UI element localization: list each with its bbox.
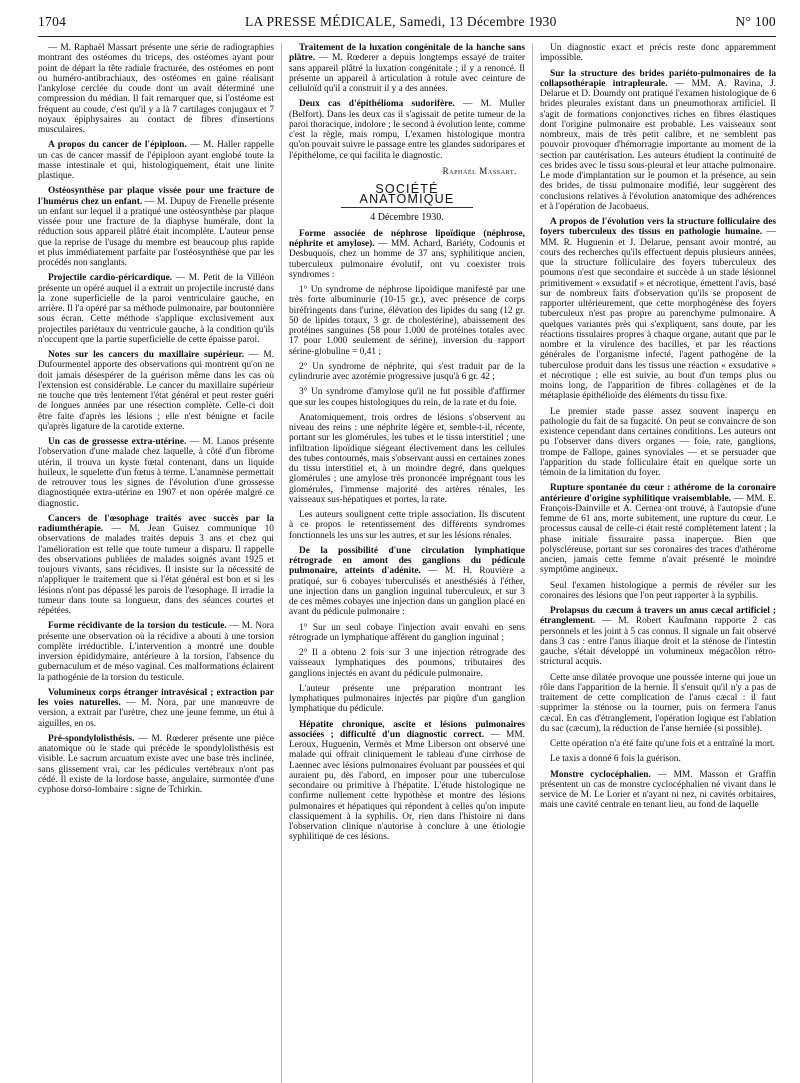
- paragraph-heading: Hépatite chronique, ascite et lésions pulmonaires associées ; difficulté d'un diagnostic correct.: [289, 719, 525, 740]
- paragraph: [38, 688, 274, 729]
- column-1: [38, 43, 274, 1083]
- paragraph-text: Anatomiquement, trois ordres de lésions s'observent au niveau des reins : une néphrite légère et, semble-t-il, récente, portant sur les glomérules, les tubes et le tissu interstitiel ; une infiltration lipoïdique siégeant électivement dans les cellules des tubes contournés, mais s'observant aussi en certaines zones du tissu interstitiel et, à un moindre degré, dans quelques glomérules ; une amylose très prononcée imprégnant tous les glomérules, l'immense majorité des artères rénales, les vaisseaux sus-hépatiques et portes, la rate.: [289, 412, 525, 505]
- paragraph: [38, 734, 274, 796]
- paragraph: [289, 43, 525, 94]
- paragraph-heading: Projectile cardio-péricardique.: [48, 273, 173, 284]
- paragraph-text: — M. Petit de la Villéon présente un opéré auquel il a extrait un projectile incrusté dans la zone superficielle de la paroi ventriculaire gauche, en arrière. Il l'a opéré par sa méthode pulmonaire, par boutonnière sous écran. Cette méthode s'applique exclusivement aux projectiles pariétaux du ventricule gauche, à la condition qu'ils n'occupent que la partie superficielle de cette épaisse paroi.: [38, 273, 274, 345]
- paragraph-heading: Prolapsus du cæcum à travers un anus cæcal artificiel ; étranglement.: [540, 606, 776, 627]
- paragraph-text: Cette opération n'a été faite qu'une fois et a entraîné la mort.: [550, 739, 775, 749]
- paragraph: [540, 483, 776, 575]
- paragraph-heading: Ostéosynthèse par plaque vissée pour une fracture de l'humérus chez un enfant.: [38, 186, 274, 207]
- issue-number: N° 100: [735, 14, 776, 29]
- paragraph-text: Seul l'examen histologique a permis de révéler sur les coronaires des lésions que l'on peut rapporter à la syphilis.: [540, 580, 776, 601]
- paragraph-text: — M. Rœderer présente une pièce anatomique où le stade qui précède le spondylolisthésis est visible. Le sacrum arcuatum existe avec une base très inclinée, sans glissement vrai, car les pédicules vertébraux n'ont pas cédé. Il existe de la lordose basse, angulaire, surmontée d'une cyphose dorso-lombaire : signe de Tchirkin.: [38, 733, 274, 795]
- section-heading: [289, 184, 525, 223]
- paragraph-text: — M. Dufourmentel apporte des observations qui montrent qu'on ne doit jamais désespérer de la guérison même dans les cas où l'extension est considérable. Le cancer du maxillaire supérieur ne touche que très lentement l'état général et peut rester guéri de longues années par une résection complète. Celle-ci doit être faite d'après les lésions ; elle n'est bénigne et facile qu'après ligature de la carotide externe.: [38, 350, 274, 432]
- section-date: 4 Décembre 1930.: [370, 211, 444, 223]
- paragraph-text: — M. Muller (Belfort). Dans les deux cas il s'agissait de petite tumeur de la paroi thoracique, indolore ; le second à évolution lente, comme c'est la règle, mais rompu, L'examen histologique montra qu'on pouvait suivre le passage entre les glandes sudoripares et l'épithélome, ce qui facilita le diagnostic.: [289, 99, 525, 161]
- paragraph: [540, 581, 776, 602]
- paragraph-text: Le taxis a donné 6 fois la guérison.: [550, 754, 681, 765]
- paragraph: [540, 754, 776, 764]
- paragraph: [289, 510, 525, 541]
- paragraph-text: — M. Dupuy de Frenelle présente un enfant sur lequel il a pratiqué une ostéosynthèse par plaque vissée pour une fracture de la diaphyse humérale, dont la réduction sous appareil plâtré était incomplète. L'auteur pense que la reprise de l'usage du membre est beaucoup plus rapide et plus immédiatement parfaite par l'ostéosynthèse que par les procédés non sanglants.: [38, 196, 274, 268]
- paragraph-text: — MM. Leroux, Huguenin, Vermès et Mme Liberson ont observé une malade qui offrait cliniquement le tableau d'une cirrhose de Laennec avec lésions pulmonaires évoluant par poussées et qui auraient pu, dès l'abord, en imposer pour une tuberculose secondaire ou primitive à l'hépatite. L'étude histologique ne confirme nullement cette hypothèse et montre des lésions pulmonaires et hépatiques qui répondent à celles qu'on impute classiquement à la syphilis. Or, rien dans l'histoire ni dans l'observation clinique n'autorise à conclure à une étiologie syphilitique de ces lésions.: [289, 729, 525, 843]
- paragraph-text: — MM. A. Ravina, J. Delarue et D. Doumdy ont pratiqué l'examen histologique de 6 brides pleurales existant dans un pneumothorax artificiel. Il s'agit de formations conjonctives riches en fibres élastiques dont l'origine pulmonaire est probable. Les vaisseaux sont nombreux, mais de très petit calibre, et ne semblent pas pouvoir provoquer d'hémorragie importante au moment de la section par cautérisation. Les auteurs étudient la continuité de ces brides avec le tissu sous-pleural et leur attache pulmonaire. Le mode d'implantation sur le poumon et la présence, au sein des brides, de tissu pulmonaire modifié, leur suggèrent des conclusions relatives à l'évolution anatomique des adhérences et à l'opération de Jacobaeus.: [540, 78, 776, 212]
- paragraph-text: 1° Sur un seul cobaye l'injection avait envahi en sens rétrograde un lymphatique afférent du ganglion inguinal ;: [289, 622, 525, 643]
- paragraph-heading: Volumineux corps étranger intravésical ; extraction par les voies naturelles.: [38, 687, 274, 708]
- paragraph: [540, 770, 776, 811]
- paragraph: [540, 69, 776, 213]
- paragraph-text: — M. H. Rouvière a pratiqué, sur 6 cobayes tuberculisés et anesthésiés à l'éther, une injection dans un ganglion inguinal tuberculeux, et sur 3 de ces mêmes cobayes une injection dans un ganglion placé en avant du pédicule pulmonaire :: [289, 566, 525, 618]
- paragraph-heading: A propos du cancer de l'épiploon.: [48, 140, 187, 151]
- paragraph-text: Les auteurs soulignent cette triple association. Ils discutent à ce propos le retentissement des différents syndromes fonctionnels les uns sur les autres, et sur les lésions rénales.: [289, 510, 525, 541]
- paragraph-heading: Sur la structure des brides pariéto-pulmonaires de la collapsothérapie intrapleurale.: [540, 68, 776, 89]
- paragraph-heading: A propos de l'évolution vers la structure folliculaire des foyers tuberculeux des tissus en pathologie humaine.: [540, 217, 776, 238]
- paragraph-text: — MM. Masson et Graffin présentent un cas de monstre cyclocéphalien né vivant dans le service de M. Le Lorier et n'ayant ni nez, ni cavités orbitaires, mais une cavité centrale en tenant lieu, au fond de laquelle: [540, 769, 776, 811]
- paragraph: [38, 350, 274, 432]
- paragraph: [38, 43, 274, 135]
- paragraph-text: Le premier stade passe assez souvent inaperçu en pathologie du fait de sa fugacité. On peut se convaincre de son existence cependant dans certaines conditions. Les auteurs ont pu l'observer dans divers organes — foie, rate, ganglions, trompe de Fallope, gaines synoviales — et se persuader que l'apparition du stade folliculaire était en quelque sorte un témoin de la limitation du foyer.: [540, 406, 776, 478]
- paragraph-heading: Un cas de grossesse extra-utérine.: [48, 437, 187, 447]
- paragraph: [38, 186, 274, 268]
- paragraph-text: 3° Un syndrome d'amylose qu'il ne fut possible d'affirmer que sur les coupes histologiques du rein, de la rate et du foie.: [289, 387, 525, 408]
- paragraph: [289, 546, 525, 618]
- paragraph-text: — M. Nora, par une manœuvre de version, a extrait par l'urètre, chez une jeune femme, un étui à aiguilles, en os.: [38, 698, 274, 729]
- signature: Raphaël Massart.: [442, 165, 517, 176]
- journal-title: LA PRESSE MÉDICALE, Samedi, 13 Décembre 1930: [244, 14, 557, 29]
- paragraph-heading: Deux cas d'épithélioma sudorifère.: [299, 99, 455, 110]
- paragraph: [289, 413, 525, 505]
- page-number: 1704: [38, 14, 67, 29]
- paragraph-text: — MM. Achard, Bariéty, Codounis et Desbuquois, chez un homme de 37 ans, syphilitique ancien, tuberculeux pulmonaire évolutif, ont vu coexister trois syndromes :: [289, 239, 525, 280]
- paragraph-heading: Traitement de la luxation congénitale de la hanche sans plâtre.: [289, 43, 525, 64]
- paragraph: [540, 606, 776, 668]
- paragraph-text: — M. Nora présente une observation où la récidive a abouti à une torsion complète irréductible. L'intervention a montré une double inversion épididymaire, antérieure à la torsion, l'absence du gubernaculum et de méso vaginal. Ces malformations éclairent la pathogénie de la torsion du testicule.: [38, 621, 274, 683]
- paragraph-text: 1° Un syndrome de néphrose lipoïdique manifesté par une très forte albuminurie (10-15 gr.), avec présence de corps biréfringents dans l'urine, élévation des lipides du sang (12 gr. 50 de lipides totaux, 3 gr. de cholestérine), abaissement des protéines sanguines (58 pour 1.000 de protéines totales avec 17 pour 1.000 seulement de sérine), inversion du rapport sérine-globuline = 0,41 ;: [289, 285, 525, 357]
- paragraph-text: — MM. E. François-Dainville et A. Cernea ont trouvé, à l'autopsie d'une femme de 61 ans, morte subitement, une rupture du cœur. Le processus causal de celle-ci était resté complètement latent ; la phase initiale fissuraire passa inaperçue. Bien que polyscléreuse, portant sur ses coronaires des traces d'athérome ancien, jamais cette femme n'avait présenté le moindre symptôme angineux.: [540, 493, 776, 576]
- paragraph: [289, 229, 525, 280]
- section-title: SOCIÉTÉ ANATOMIQUE: [341, 184, 473, 208]
- paragraph-heading: Forme récidivante de la torsion du testicule.: [48, 621, 227, 632]
- paragraph: [38, 514, 274, 617]
- paragraph-heading: Cancers de l'œsophage traités avec succès par la radiumthérapie.: [38, 513, 274, 534]
- paragraph-text: 2° Il a obtenu 2 fois sur 3 une injection rétrograde des vaisseaux lymphatiques des poumons, tributaires des ganglions injectés en avant du pédicule pulmonaire.: [289, 648, 525, 679]
- page-header: [38, 14, 776, 37]
- paragraph: [289, 99, 525, 161]
- paragraph: [540, 43, 776, 64]
- paragraph-text: Cette anse dilatée provoque une poussée interne qui joue un rôle dans l'apparition de la hernie. Il s'ensuit qu'il n'y a pas de traitement de cette complication de l'anus cæcal : il faut supprimer la sténose ou la tourner, puis on fermera l'anus cæcal. En cas d'étranglement, l'opération logique est l'ablation du sac (cæcum), la réduction de l'anse herniée (si possible).: [540, 672, 776, 734]
- paragraph: [289, 362, 525, 383]
- column-2-top: [289, 43, 525, 161]
- paragraph-text: L'auteur présente une préparation montrant les lymphatiques pulmonaires injectés par piqûre d'un ganglion lymphatique du pédicule.: [289, 683, 525, 715]
- paragraph: [540, 739, 776, 749]
- column-3: [532, 43, 776, 1083]
- paragraph: [289, 684, 525, 715]
- paragraph: [289, 387, 525, 408]
- paragraph: [38, 273, 274, 345]
- paragraph-heading: Notes sur les cancers du maxillaire supérieur.: [48, 350, 245, 360]
- paragraph-text: — M. Jean Guisez communique 10 observations de malades traités depuis 3 ans et chez qui l'amélioration est telle que toute tumeur a disparu. Il rappelle des observations publiées de malades soignés avant 1925 et toujours vivants, sans récidives. Il insiste sur la nécessité de n'appliquer le traitement que si l'état général est bon et si les lésions n'ont pas dépassé les parois de l'œsophage. Il irradie la tumeur dans toute sa longueur, dans des séances courtes et répétées.: [38, 524, 274, 616]
- paragraph-heading: Rupture spontanée du cœur : athérome de la coronaire antérieure d'origine syphilitique vraisemblable.: [540, 483, 776, 504]
- paragraph-heading: Monstre cyclocéphalien.: [550, 769, 651, 780]
- paragraph-text: — M. Haller rappelle un cas de cancer massif de l'épiploon ayant englobé toute la masse intestinale et qui, histologiquement, était une linite plastique.: [38, 140, 274, 181]
- paragraph-text: — M. Rœderer a depuis longtemps essayé de traiter sans appareil plâtré la luxation congénitale ; il y a renoncé. Il présente un appareil à articulation à rotule avec ceinture de celluloïd qu'il a construit il y a des années.: [289, 53, 525, 94]
- paragraph-text: — M. Raphaël Massart présente une série de radiographies montrant des ostéomes du triceps, des ostéomes ayant pour point de départ la tête radiale fracturée, des ostéomes en pont ou huméro-antibrachiaux, des ostéomes en gaine réalisant l'ankylose cerclée du coude dont un avait déterminé une compression du médian. Il fait remarquer que, si l'ostéome est fréquent au coude, c'est qu'il y a là 7 cartilages conjugaux et 7 noyaux épiphysaires au contact de fibres d'insertions musculaires.: [38, 43, 274, 135]
- paragraph-text: — M. Lanos présente l'observation d'une malade chez laquelle, à côté d'un fibrome utérin, il trouva un kyste fœtal contenant, dans un liquide huileux, le squelette d'un fœtus à terme. L'anamnèse permettait de retrouver tous les signes de l'évolution d'une grossesse diagnostiquée extra-utérine en 1907 et non opérée malgré ce diagnostic.: [38, 437, 274, 509]
- paragraph: [38, 621, 274, 683]
- column-2-bottom: [289, 229, 525, 843]
- paragraph: [540, 217, 776, 402]
- paragraph-text: Un diagnostic exact et précis reste donc apparemment impossible.: [540, 43, 776, 64]
- paragraph: [289, 285, 525, 357]
- column-2: [281, 43, 525, 1083]
- paragraph: [289, 648, 525, 679]
- paragraph: [38, 437, 274, 509]
- columns: [38, 43, 776, 1083]
- paragraph-heading: Forme associée de néphrose lipoïdique (néphrose, néphrite et amylose).: [289, 228, 525, 249]
- paragraph-text: — M. Robert Kaufmann rapporte 2 cas personnels et les joint à 5 cas connus. Il signale un fait observé dans 3 cas : entre l'anus iliaque droit et la sténose de l'intestin gauche, s'était développé un volumineux mégacôlon rétro-strictural acquis.: [540, 616, 776, 668]
- paragraph: [289, 720, 525, 843]
- paragraph: [38, 140, 274, 181]
- paragraph-heading: De la possibilité d'une circulation lymphatique rétrograde en amont des ganglions du pédicule pulmonaire, atteints d'adénite.: [289, 545, 525, 577]
- paragraph: [289, 623, 525, 644]
- paragraph: [540, 407, 776, 479]
- paragraph-text: — MM. R. Huguenin et J. Delarue, pensant avoir montré, au cours des recherches qu'ils effectuent depuis plusieurs années, que la structure folliculaire des foyers tuberculeux des poumons n'est que secondaire et succède à un stade lésionnel primitivement « exsudatif » et nécrotique, émettent l'avis, basé sur de nombreux faits d'observation qu'ils se proposent de rapporter ultérieurement, que cette morphogénèse des foyers tuberculeux n'est pas propre au parenchyme pulmonaire. A quelques variantes près qui s'expliquent, sans doute, par les réactions tissulaires propres à chaque organe, autant que par le nombre et la virulence des bacilles, et par les réactions générales de l'organisme infecté, l'agent pathogène de la tuberculose produit dans les tissus une réaction « exsudative » et nécrotique ; elle est suivie, au bout d'un temps plus ou moins long, de l'apparition de fibres collagènes et de la métaplasie épithélioïde des éléments du tissu fixe.: [540, 227, 776, 402]
- paragraph-text: 2° Un syndrome de néphrite, qui s'est traduit par de la cylindrurie avec azotémie progressive jusqu'à 6 gr. 42 ;: [289, 361, 525, 382]
- paragraph-heading: Pré-spondylolisthésis.: [48, 733, 135, 744]
- paragraph: [540, 673, 776, 735]
